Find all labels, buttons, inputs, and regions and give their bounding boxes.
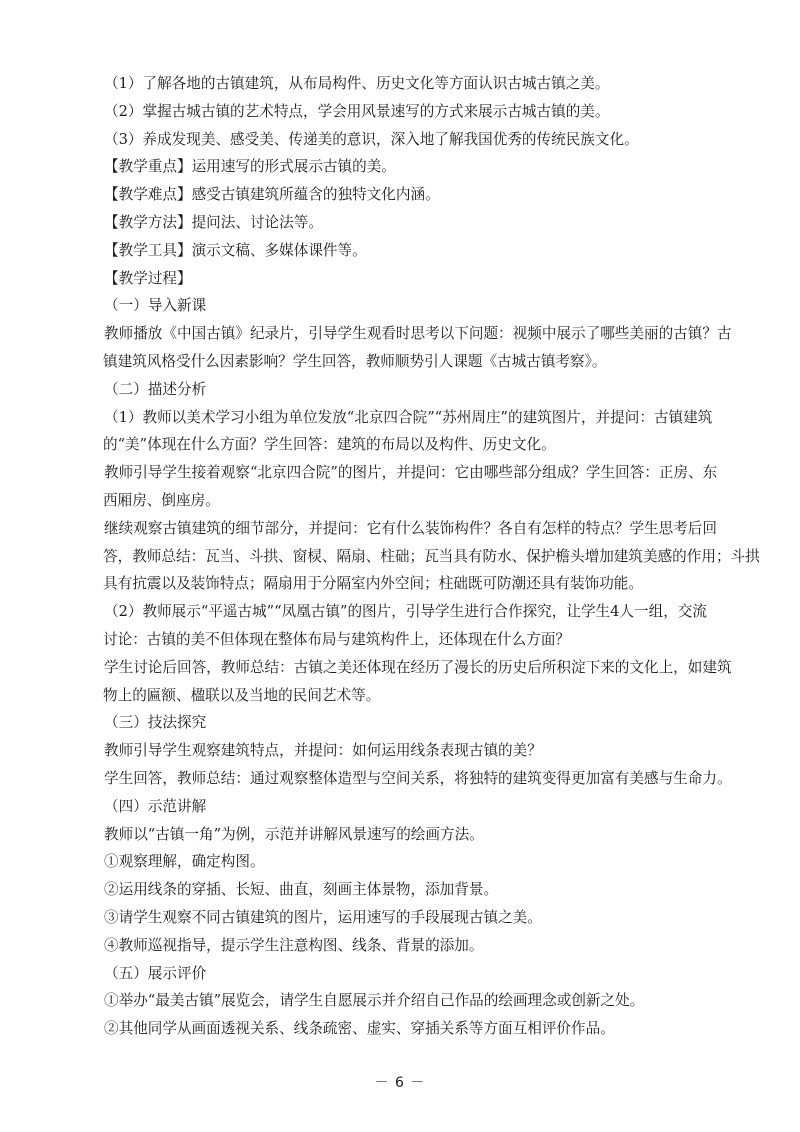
text-line: ①举办“最美古镇”展览会，请学生自愿展示并介绍自己作品的绘画理念或创新之处。 — [104, 992, 645, 1010]
text-line: 【教学过程】 — [104, 269, 192, 287]
text-line: ③请学生观察不同古镇建筑的图片，运用速写的手段展现古镇之美。 — [104, 908, 542, 926]
text-line: 答，教师总结：瓦当、斗拱、窗棂、隔扇、柱础；瓦当具有防水、保护檐头增加建筑美感的作用；斗拱 — [103, 547, 760, 565]
text-line: （四）示范讲解 — [104, 797, 207, 815]
text-line: （三）技法探究 — [104, 714, 207, 732]
text-line: 继续观察古镇建筑的细节部分，并提问：它有什么装饰构件？各自有怎样的特点？学生思考后回 — [104, 519, 717, 537]
document-body — [103, 70, 760, 1043]
text-line: 学生讨论后回答，教师总结：古镇之美还体现在经历了漫长的历史后所积淀下来的文化上，如建筑 — [104, 658, 732, 676]
text-line: ②其他同学从画面透视关系、线条疏密、虚实、穿插关系等方面互相评价作品。 — [104, 1020, 615, 1038]
text-line: （3）养成发现美、感受美、传递美的意识，深入地了解我国优秀的传统民族文化。 — [104, 130, 639, 148]
text-line: 教师播放《中国古镇》纪录片，引导学生观看时思考以下问题：视频中展示了哪些美丽的古镇？古 — [104, 325, 732, 343]
text-line: ②运用线条的穿插、长短、曲直，刻画主体景物，添加背景。 — [104, 881, 499, 899]
text-line: 【教学方法】提问法、讨论法等。 — [104, 213, 323, 231]
page-number: － 6 － — [374, 1075, 426, 1091]
text-line: （一）导入新课 — [104, 297, 207, 315]
text-line: 具有抗震以及装饰特点；隔扇用于分隔室内外空间；柱础既可防潮还具有装饰功能。 — [103, 575, 643, 593]
text-line: ①观察理解，确定构图。 — [104, 853, 265, 871]
text-line: （2）教师展示“平遥古城”“凤凰古镇”的图片，引导学生进行合作探究，让学生4人一组，交流 — [104, 603, 707, 621]
text-line: 西厢房、倒座房。 — [103, 491, 220, 509]
text-line: （五）展示评价 — [104, 964, 207, 982]
text-line: （2）掌握古城古镇的艺术特点，学会用风景速写的方式来展示古城古镇的美。 — [104, 102, 610, 120]
text-line: 物上的匾额、楹联以及当地的民间艺术等。 — [103, 686, 381, 704]
text-line: 镇建筑风格受什么因素影响？学生回答，教师顺势引人课题《古城古镇考察》。 — [103, 352, 607, 370]
text-line: 教师引导学生观察建筑特点，并提问：如何运用线条表现古镇的美？ — [104, 742, 542, 760]
text-line: 【教学工具】演示文稿、多媒体课件等。 — [104, 241, 367, 259]
text-line: 【教学重点】运用速写的形式展示古镇的美。 — [104, 158, 396, 176]
text-line: 学生回答，教师总结：通过观察整体造型与空间关系，将独特的建筑变得更加富有美感与生命力。 — [104, 769, 732, 787]
text-line: （二）描述分析 — [104, 380, 207, 398]
text-line: ④教师巡视指导，提示学生注意构图、线条、背景的添加。 — [104, 936, 484, 954]
text-line: 讨论：古镇的美不但体现在整体布局与建筑构件上，还体现在什么方面？ — [103, 630, 571, 648]
text-line: （1）教师以美术学习小组为单位发放“北京四合院”“苏州周庄”的建筑图片，并提问：古镇建筑 — [104, 408, 713, 426]
text-line: （1）了解各地的古镇建筑，从布局构件、历史文化等方面认识古城古镇之美。 — [104, 75, 610, 92]
text-line: 的“美”体现在什么方面？学生回答：建筑的布局以及构件、历史文化。 — [103, 436, 556, 454]
text-line: 教师引导学生接着观察“北京四合院”的图片，并提问：它由哪些部分组成？学生回答：正房、东 — [104, 464, 718, 482]
text-line: 教师以“古镇一角”为例，示范并讲解风景速写的绘画方法。 — [104, 825, 484, 843]
text-line: 【教学难点】感受古镇建筑所蕴含的独特文化内涵。 — [104, 186, 440, 204]
